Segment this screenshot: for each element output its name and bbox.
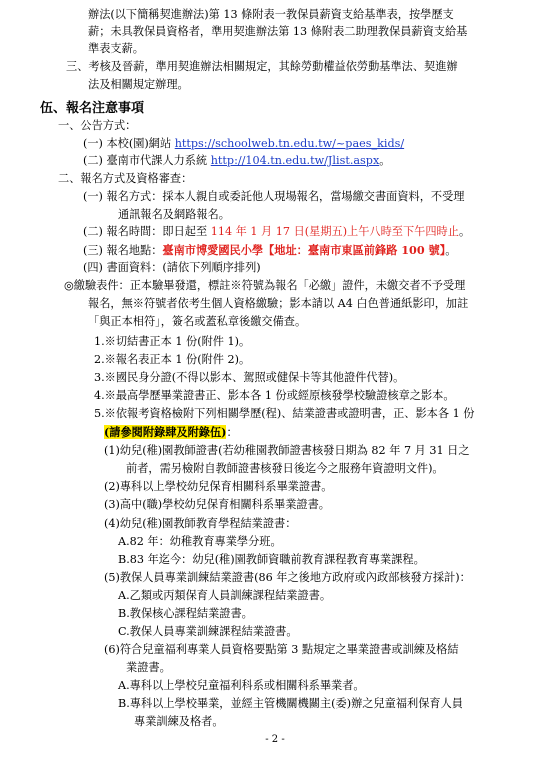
text: (一) 本校(園)網站: [83, 137, 175, 150]
substitute-system-link[interactable]: http://104.tn.edu.tw/Jlist.aspx: [210, 154, 380, 167]
text: (二) 臺南市代課人力系統: [83, 154, 211, 167]
list-item: (5)教保人員專業訓練結業證書(86 年之後地方政府或內政部核發方採計)：: [104, 571, 471, 584]
text-line: 二、報名方式及資格審查：: [58, 172, 193, 185]
text-line: 專業訓練及格者。: [134, 715, 224, 728]
list-item: 1.※切結書正本 1 份(附件 1)。: [94, 335, 251, 348]
sub-item: A.專科以上學校兒童福利科系或相關科系畢業者。: [118, 679, 365, 692]
list-item: 3.※國民身分證(不得以影本、駕照或健保卡等其他證件代替)。: [94, 371, 405, 384]
list-item: (1)幼兒(稚)園教師證書(若幼稚園教師證書核發日期為 82 年 7 月 31 日之: [104, 444, 470, 457]
page-number: - 2 -: [265, 734, 285, 745]
text-line: 準表支薪。: [88, 42, 144, 55]
text-line: 薪；未具教保員資格者，準用契進辦法第 13 條附表二助理教保員薪資支給基: [88, 25, 468, 38]
section-heading: 伍、報名注意事項: [40, 101, 145, 116]
registration-time: [83, 224, 470, 240]
school-website-link[interactable]: https://schoolweb.tn.edu.tw/~paes_kids/: [174, 137, 405, 150]
text: 。: [445, 244, 457, 257]
sub-item: B.專科以上學校畢業，並經主管機關機關主(委)辦之兒童福利保育人員: [118, 697, 463, 710]
sub-item: B.教保核心課程結業證書。: [118, 607, 253, 620]
text-line: (四) 書面資料：(請依下列順序排列): [83, 261, 261, 274]
registration-location-value: 臺南市博愛國民小學【地址：臺南市東區前鋒路 100 號】: [162, 243, 446, 257]
registration-time-value: 114 年 1 月 17 日(星期五)上午八時至下午四時止: [210, 225, 459, 238]
text-line: 業證書。: [126, 661, 171, 674]
text: (三) 報名地點：: [83, 244, 163, 257]
list-item: (2)專科以上學校幼兒保育相關科系畢業證書。: [104, 480, 333, 493]
text-line: 報名，無※符號者依考生個人資格繳驗；影本請以 A4 白色普通紙影印，加註: [88, 297, 469, 310]
text-line: (一) 報名方式：採本人親自或委託他人現場報名，當場繳交書面資料，不受理: [83, 190, 465, 203]
text: (二) 報名時間：即日起至: [83, 225, 211, 238]
registration-location: [83, 242, 456, 259]
text-line: 三、考核及晉薪，準用契進辦法相關規定，其餘勞動權益依勞動基準法、契進辦: [66, 60, 458, 73]
text-line: 一、公告方式：: [58, 119, 137, 132]
text-line: 辦法(以下簡稱契進辦法)第 13 條附表一教保員薪資支給基準表，按學歷支: [88, 8, 454, 21]
text: ：: [226, 426, 238, 439]
list-item: 5.※依報考資格檢附下列相關學歷(程)、結業證書或證明書，正、影本各 1 份: [94, 407, 475, 420]
sub-item: A.乙類或丙類保育人員訓練課程結業證書。: [118, 589, 332, 602]
list-item: 4.※最高學歷畢業證書正、影本各 1 份或經原核發學校驗證核章之影本。: [94, 389, 455, 402]
text-line: 通訊報名及網路報名。: [118, 208, 230, 221]
text-line: ◎繳驗表件：正本驗畢發還，標註※符號為報名「必繳」證件，未繳交者不予受理: [64, 279, 466, 292]
list-item: 2.※報名表正本 1 份(附件 2)。: [94, 353, 251, 366]
list-item: (4)幼兒(稚)園教師教育學程結業證書：: [104, 517, 297, 530]
appendix-note: [104, 424, 238, 441]
announce-item-2: [83, 153, 390, 169]
text: 。: [458, 225, 471, 238]
announce-item-1: [83, 136, 404, 152]
sub-item: C.教保人員專業訓練課程結業證書。: [118, 625, 298, 638]
sub-item: B.83 年迄今：幼兒(稚)園教師資職前教育課程教育專業課程。: [118, 553, 425, 566]
list-item: (6)符合兒童福利專業人員資格要點第 3 點規定之畢業證書或訓練及格結: [104, 643, 459, 656]
sub-item: A.82 年：幼稚教育專業學分班。: [118, 535, 282, 548]
appendix-reference: (請參閱附錄肆及附錄伍): [104, 425, 227, 439]
text-line: 法及相關規定辦理。: [88, 78, 189, 91]
text: 。: [379, 154, 391, 167]
list-item: (3)高中(職)學校幼兒保育相關科系畢業證書。: [104, 498, 330, 511]
text-line: 前者，需另檢附自教師證書核發日後迄今之服務年資證明文件)。: [126, 462, 444, 475]
text-line: 「與正本相符」，簽名或蓋私章後繳交備查。: [88, 315, 307, 328]
